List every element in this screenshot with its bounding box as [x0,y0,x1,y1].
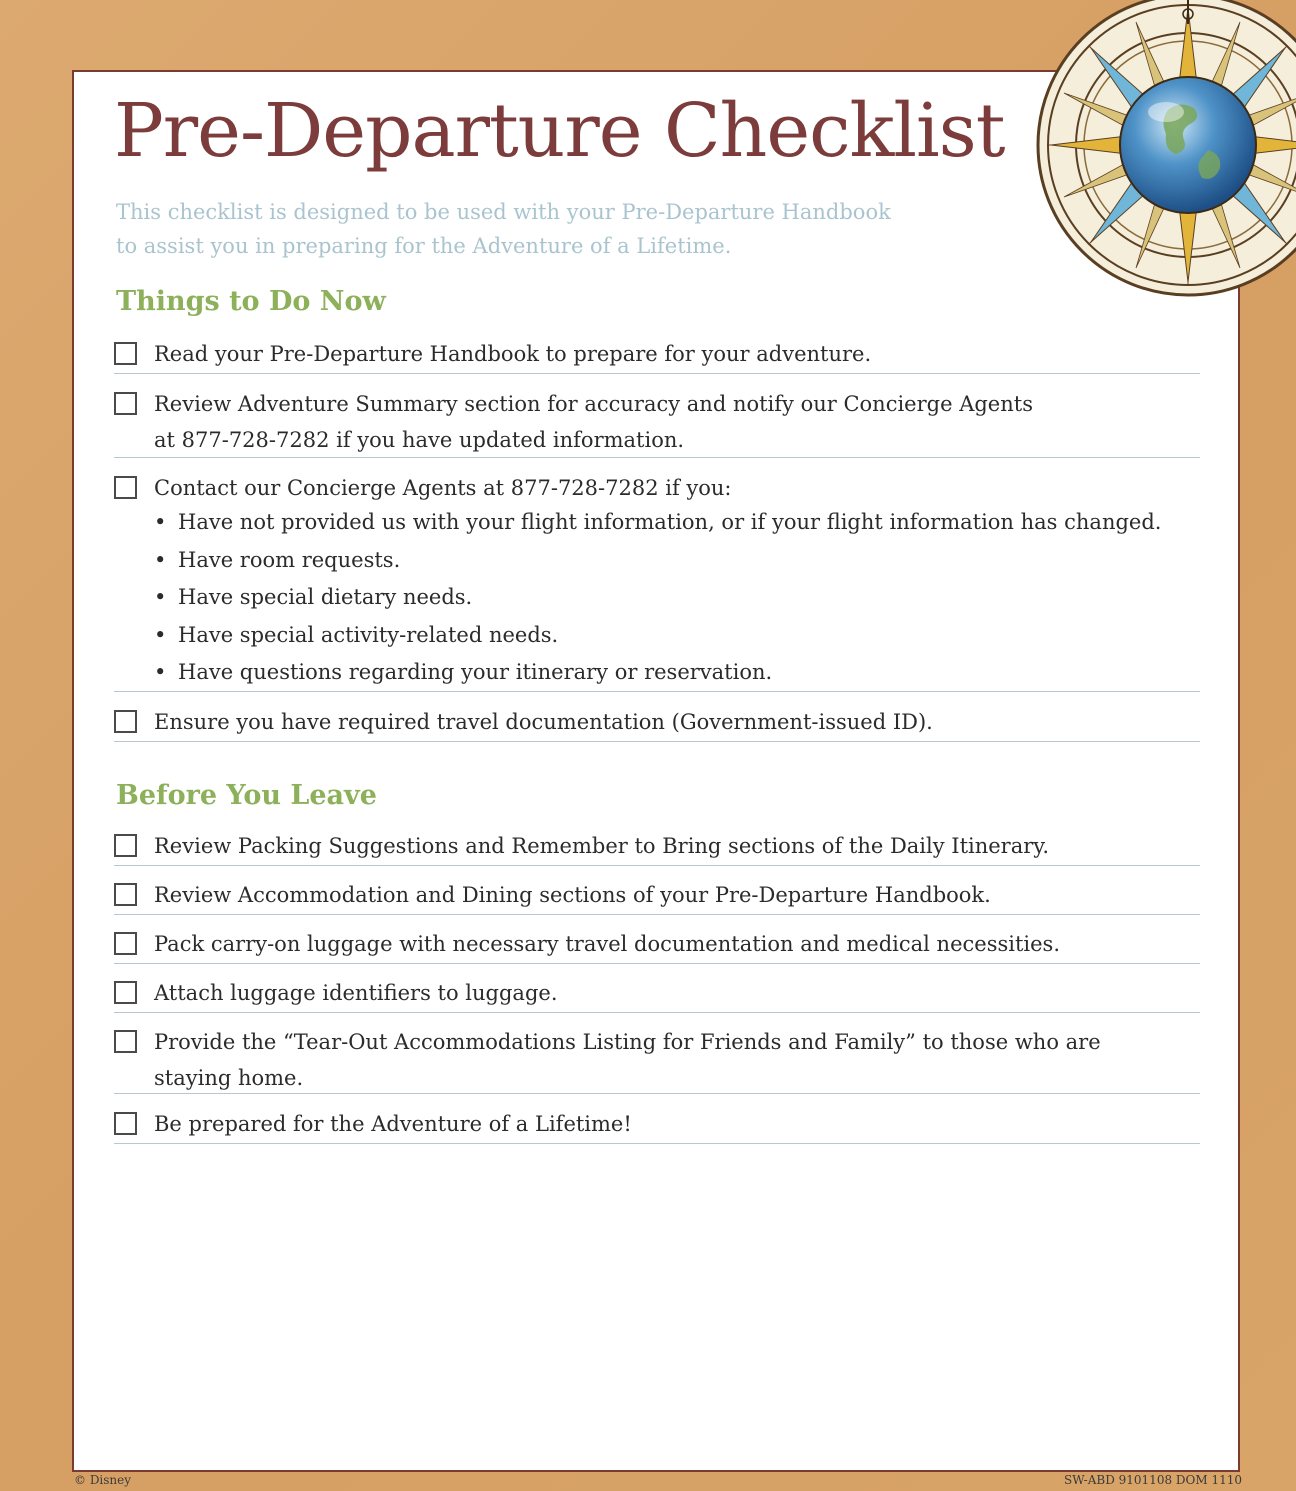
section-heading-before-you-leave: Before You Leave [116,780,377,811]
item-text-line-1: Review Adventure Summary section for accuracy and notify our Concierge Agents [154,392,1033,416]
bullet-item: • Have special activity-related needs. [154,617,1194,655]
subtitle-line-2: to assist you in preparing for the Adventure of a Lifetime. [116,234,732,258]
checklist-item [114,476,1200,692]
item-text: Review Packing Suggestions and Remember to Bring sections of the Daily Itinerary. [154,834,1050,858]
bullet-list [154,504,1194,692]
footer-copyright: © Disney [74,1473,132,1487]
checklist-item [114,932,1200,964]
checklist-item [114,392,1200,458]
item-text-line-1: Provide the “Tear-Out Accommodations Listing for Friends and Family” to those who are [154,1030,1101,1054]
checkbox[interactable] [114,834,137,857]
checklist-item [114,710,1200,742]
item-text: Read your Pre-Departure Handbook to prepare for your adventure. [154,342,872,366]
item-text [154,1024,1194,1096]
checkbox[interactable] [114,342,137,365]
item-text: Pack carry-on luggage with necessary travel documentation and medical necessities. [154,932,1061,956]
page-subtitle [116,195,1016,263]
checklist-item [114,342,1200,374]
item-text: Be prepared for the Adventure of a Lifetime! [154,1112,632,1136]
checkbox[interactable] [114,981,137,1004]
checklist-item [114,834,1200,866]
item-text: Contact our Concierge Agents at 877-728-7282 if you: [154,476,732,500]
checkbox[interactable] [114,710,137,733]
subtitle-line-1: This checklist is designed to be used with your Pre-Departure Handbook [116,200,891,224]
section-heading-things-to-do-now: Things to Do Now [116,286,386,317]
item-text [154,386,1194,458]
checklist-item [114,981,1200,1013]
item-text: Review Accommodation and Dining sections of your Pre-Departure Handbook. [154,883,991,907]
page-title: Pre-Departure Checklist [114,88,1005,174]
item-text: Attach luggage identifiers to luggage. [154,981,558,1005]
checkbox[interactable] [114,883,137,906]
checklist-item [114,1030,1200,1094]
checklist-item [114,883,1200,915]
item-text: Ensure you have required travel documentation (Government-issued ID). [154,710,933,734]
item-text-line-2: staying home. [154,1066,304,1090]
bullet-item: • Have not provided us with your flight information, or if your flight information has changed. [154,504,1194,542]
checkbox[interactable] [114,1112,137,1135]
bullet-item: • Have questions regarding your itinerary or reservation. [154,654,1194,692]
bullet-item: • Have room requests. [154,542,1194,580]
checkbox[interactable] [114,932,137,955]
compass-rose-globe-icon [1028,0,1296,325]
item-text-line-2: at 877-728-7282 if you have updated information. [154,428,685,452]
bullet-item: • Have special dietary needs. [154,579,1194,617]
checkbox[interactable] [114,476,137,499]
checklist-item [114,1112,1200,1144]
footer-code: SW-ABD 9101108 DOM 1110 [1063,1473,1242,1487]
checkbox[interactable] [114,1030,137,1053]
checkbox[interactable] [114,392,137,415]
